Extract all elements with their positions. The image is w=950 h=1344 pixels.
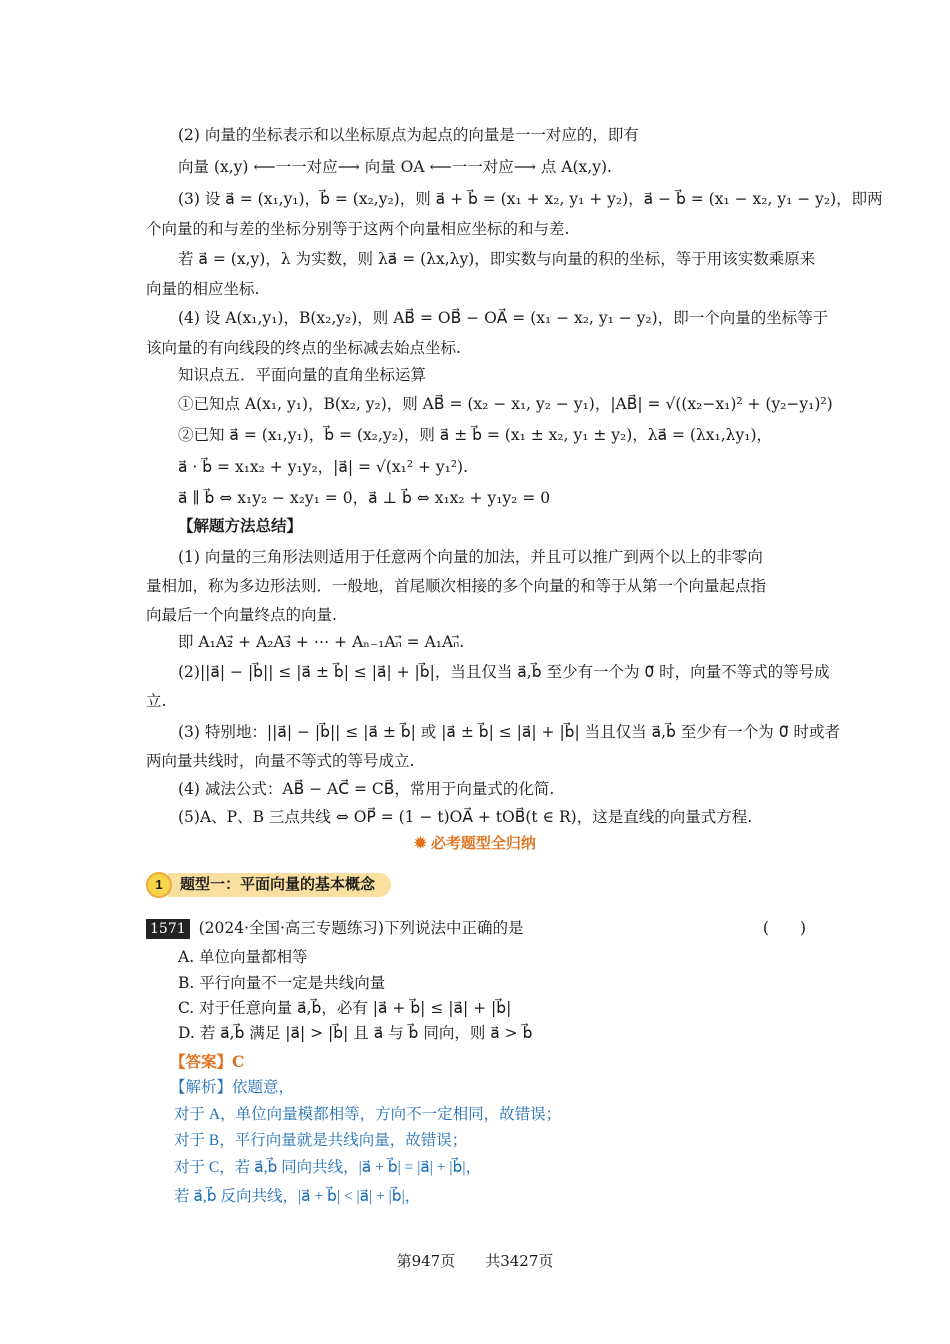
section-title: 题型一：平面向量的基本概念	[168, 873, 391, 897]
option-d: D. 若 a⃗,b⃗ 满足 |a⃗| > |b⃗| 且 a⃗ 与 b⃗ 同向，则 a⃗ > b⃗	[178, 1024, 533, 1042]
text-line: 该向量的有向线段的终点的坐标减去始点坐标.	[146, 339, 461, 357]
text-line: a⃗ ∥ b⃗ ⇔ x₁y₂ − x₂y₁ = 0，a⃗ ⊥ b⃗ ⇔ x₁x₂ + y₁y₂ = 0	[178, 489, 551, 507]
text-line: 个向量的和与差的坐标分别等于这两个向量相应坐标的和与差.	[146, 220, 570, 238]
section-heading: 知识点五．平面向量的直角坐标运算	[178, 366, 427, 384]
text-line: (4) 设 A(x₁,y₁)，B(x₂,y₂)，则 AB⃗ = OB⃗ − OA⃗ = (x₁ − x₂, y₁ − y₂)，即一个向量的坐标等于	[178, 309, 829, 327]
text-line: 立.	[146, 692, 167, 710]
text-line: (4) 减法公式：AB⃗ − AC⃗ = CB⃗，常用于向量式的化简.	[178, 780, 555, 798]
text-line: a⃗ · b⃗ = x₁x₂ + y₁y₂，|a⃗| = √(x₁² + y₁²).	[178, 458, 469, 476]
text-line: (1) 向量的三角形法则适用于任意两个向量的加法，并且可以推广到两个以上的非零向	[178, 548, 763, 566]
question-number: 1571	[146, 919, 190, 939]
answer-label: 【答案】C	[170, 1052, 245, 1071]
text-line: (2)||a⃗| − |b⃗|| ≤ |a⃗ ± b⃗| ≤ |a⃗| + |b⃗|，当且仅当 a⃗,b⃗ 至少有一个为 0⃗ 时，向量不等式的等号成	[178, 663, 830, 681]
sun-icon: ✹	[414, 835, 427, 852]
text-line: 向量的相应坐标.	[146, 280, 260, 298]
page-footer: 第947页 共3427页	[396, 1252, 554, 1270]
text-line: 向量 (x,y) ⟵一一对应⟶ 向量 OA ⟵一一对应⟶ 点 A(x,y).	[178, 158, 612, 176]
text-line: 即 A₁A₂⃗ + A₂A₃⃗ + ⋯ + Aₙ₋₁Aₙ⃗ = A₁Aₙ⃗.	[178, 633, 465, 651]
text-line: (3) 特别地：||a⃗| − |b⃗|| ≤ |a⃗ ± b⃗| 或 |a⃗ ± b⃗| ≤ |a⃗| + |b⃗| 当且仅当 a⃗,b⃗ 至少有一个为 0⃗ 时或者	[178, 723, 841, 741]
text-line: ①已知点 A(x₁, y₁)，B(x₂, y₂)，则 AB⃗ = (x₂ − x₁, y₂ − y₁)，|AB⃗| = √((x₂−x₁)² + (y₂−y₁)²)	[178, 395, 833, 413]
banner-text: 必考题型全归纳	[430, 835, 536, 852]
answer-parentheses: ( )	[762, 919, 806, 937]
text-line: (5)A、P、B 三点共线 ⇔ OP⃗ = (1 − t)OA⃗ + tOB⃗(t ∈ R)，这是直线的向量式方程.	[178, 808, 753, 826]
text-line: (2) 向量的坐标表示和以坐标原点为起点的向量是一一对应的，即有	[178, 126, 639, 144]
text-line: 两向量共线时，向量不等式的等号成立.	[146, 752, 415, 770]
analysis-line: 对于 B，平行向量就是共线向量，故错误；	[174, 1132, 468, 1149]
text-line: (3) 设 a⃗ = (x₁,y₁)，b⃗ = (x₂,y₂)，则 a⃗ + b⃗ = (x₁ + x₂, y₁ + y₂)，a⃗ − b⃗ = (x₁ − x₂, y₁ − y₂)，即两	[178, 190, 883, 208]
analysis-line: 对于 A，单位向量模都相等，方向不一定相同，故错误；	[174, 1106, 562, 1123]
option-b: B. 平行向量不一定是共线向量	[178, 974, 386, 992]
question-text: (2024·全国·高三专题练习)下列说法中正确的是	[198, 919, 524, 937]
text-line: 向最后一个向量终点的向量.	[146, 606, 337, 624]
section-number-badge: 1	[146, 872, 172, 898]
question-stem	[146, 917, 806, 939]
text-line: 若 a⃗ = (x,y)，λ 为实数，则 λa⃗ = (λx,λy)，即实数与向量的积的坐标，等于用该实数乘原来	[178, 250, 816, 268]
analysis-line: 【解析】依题意，	[170, 1079, 295, 1096]
option-a: A. 单位向量都相等	[178, 948, 308, 966]
text-line: ②已知 a⃗ = (x₁,y₁)，b⃗ = (x₂,y₂)，则 a⃗ ± b⃗ = (x₁ ± x₂, y₁ ± y₂)，λa⃗ = (λx₁,λy₁)，	[178, 426, 773, 444]
text-line: 量相加，称为多边形法则．一般地，首尾顺次相接的多个向量的和等于从第一个向量起点指	[146, 577, 767, 595]
analysis-line: 若 a⃗,b⃗ 反向共线，|a⃗ + b⃗| < |a⃗| + |b⃗|，	[174, 1188, 421, 1205]
analysis-line: 对于 C，若 a⃗,b⃗ 同向共线，|a⃗ + b⃗| = |a⃗| + |b⃗|，	[174, 1159, 481, 1176]
option-c: C. 对于任意向量 a⃗,b⃗，必有 |a⃗ + b⃗| ≤ |a⃗| + |b⃗|	[178, 999, 512, 1017]
section-heading: 【解题方法总结】	[178, 516, 303, 535]
banner	[0, 832, 950, 853]
